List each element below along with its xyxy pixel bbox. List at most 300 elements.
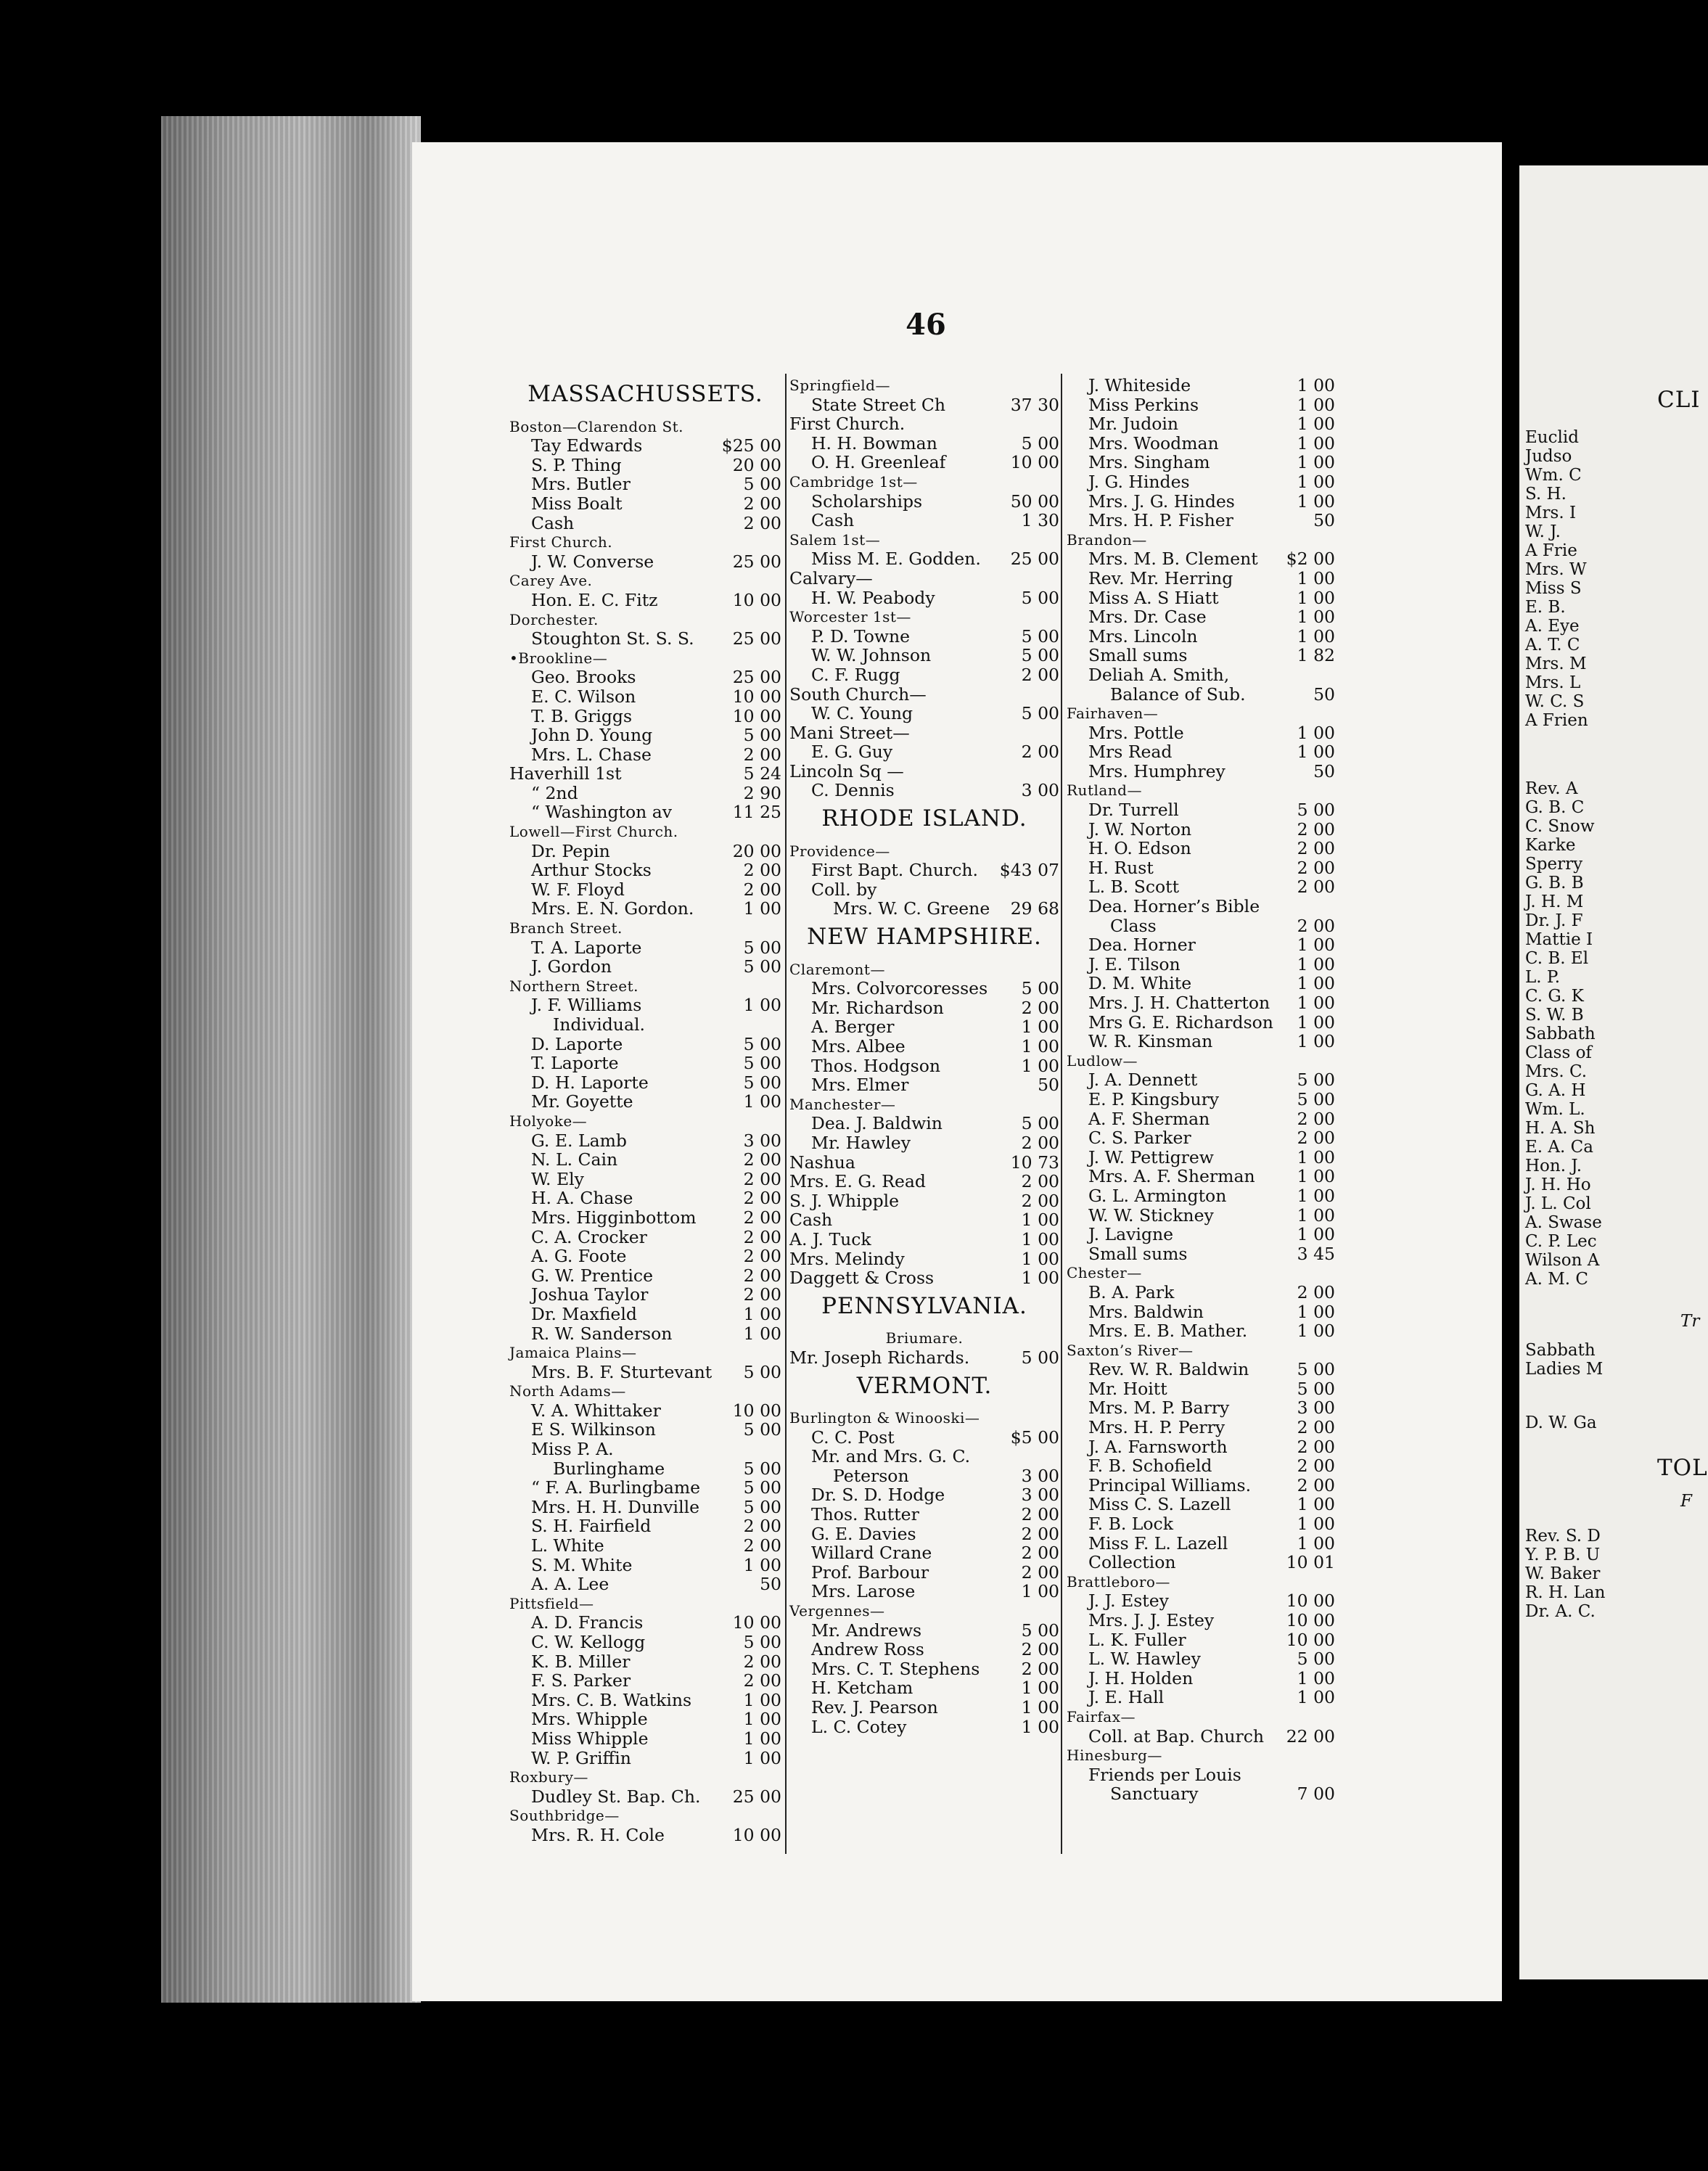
donor-name: Mrs. Humphrey: [1088, 760, 1225, 781]
amount: 5 24: [743, 763, 781, 784]
entry-row: [789, 511, 1059, 530]
donor-name: Miss Perkins: [1088, 394, 1199, 415]
donor-name: F. B. Lock: [1088, 1514, 1173, 1535]
donor-name: W. W. Johnson: [811, 645, 932, 666]
town-heading-row: [509, 1594, 781, 1614]
donor-name: Balance of Sub.: [1110, 684, 1246, 705]
donor-name: G. W. Prentice: [531, 1265, 653, 1286]
donor-name: J. F. Williams: [531, 995, 642, 1016]
next-page-line: Sperry: [1525, 855, 1583, 874]
donor-name: Mrs. E. N. Gordon.: [531, 898, 694, 919]
amount: 5 00: [1021, 587, 1059, 608]
amount: 1 00: [1021, 1248, 1059, 1269]
town-heading-row: [1067, 1572, 1335, 1592]
town-heading-row: [789, 1095, 1059, 1115]
entry-row: [789, 685, 1059, 705]
donor-name: O. H. Greenleaf: [811, 452, 946, 473]
amount: 2 00: [743, 1188, 781, 1209]
entry-row: [1067, 1611, 1335, 1630]
entry-row: [509, 1285, 781, 1305]
entry-row: [1067, 511, 1335, 530]
entry-row: [509, 1826, 781, 1845]
next-page-line: Y. P. B. U: [1525, 1546, 1601, 1564]
entry-row: [509, 1556, 781, 1575]
amount: 10 00: [1286, 1610, 1335, 1630]
amount: 2 00: [1021, 1639, 1059, 1660]
entry-row: [509, 707, 781, 726]
donor-name: A. G. Foote: [531, 1246, 627, 1267]
amount: 2 00: [1021, 1561, 1059, 1583]
entry-row: [509, 1787, 781, 1807]
entry-row: [509, 1324, 781, 1344]
entry-row: [509, 475, 781, 494]
next-page-line: Miss S: [1525, 579, 1582, 598]
town-heading-row: [509, 1768, 781, 1787]
donor-name: J. E. Hall: [1088, 1687, 1165, 1708]
donor-name: Mrs. Melindy: [789, 1248, 905, 1269]
amount: 5 00: [743, 1458, 781, 1479]
entry-row: [509, 957, 781, 977]
amount: 2 00: [743, 1149, 781, 1170]
entry-row: [1067, 1379, 1335, 1399]
donor-name: J. W. Converse: [531, 551, 654, 572]
entry-row: [509, 1440, 781, 1459]
donor-name: Mrs. A. F. Sherman: [1088, 1166, 1255, 1187]
amount: 2 00: [1021, 1171, 1059, 1192]
entry-row: [789, 1621, 1059, 1641]
town-heading: Carey Ave.: [509, 572, 593, 590]
donor-name: E. P. Kingsbury: [1088, 1088, 1220, 1109]
entry-row: [1067, 549, 1335, 569]
town-heading-row: [509, 1382, 781, 1401]
amount: 2 00: [1021, 1658, 1059, 1679]
town-heading-row: [1067, 1707, 1335, 1727]
entry-row: [789, 1447, 1059, 1466]
entry-row: [789, 1428, 1059, 1448]
amount: 2 00: [1297, 915, 1335, 936]
donor-name: Miss P. A.: [531, 1439, 614, 1460]
entry-row: [1067, 1784, 1335, 1804]
amount: 1 00: [1021, 1716, 1059, 1737]
donor-name: Andrew Ross: [811, 1639, 924, 1660]
amount: 1 00: [1297, 1494, 1335, 1515]
donor-name: G. L. Armington: [1088, 1185, 1227, 1206]
donor-name: Dr. Turrell: [1088, 800, 1179, 821]
amount: 1 00: [1021, 1697, 1059, 1717]
amount: 2 00: [1297, 1128, 1335, 1149]
donor-name: W. P. Griffin: [531, 1747, 631, 1768]
town-heading: Cambridge 1st—: [789, 472, 918, 491]
amount: 1 00: [743, 1728, 781, 1749]
donor-name: T. B. Griggs: [531, 705, 633, 726]
donor-name: Miss Boalt: [531, 493, 623, 514]
donor-name: Mrs. H. P. Fisher: [1088, 510, 1233, 531]
town-heading: Brandon—: [1067, 530, 1147, 549]
town-heading-row: [1067, 1263, 1335, 1283]
donor-name: Willard Crane: [811, 1543, 932, 1564]
book-page-edges: [161, 116, 421, 2003]
next-page: [1519, 165, 1708, 1979]
amount: 1 00: [1297, 414, 1335, 435]
amount: 3 00: [1021, 1465, 1059, 1486]
donor-name: J. Lavigne: [1088, 1224, 1174, 1245]
entry-row: [1067, 1070, 1335, 1090]
next-page-line: A. M. C: [1525, 1270, 1589, 1289]
entry-row: [1067, 414, 1335, 434]
entry-row: [1067, 916, 1335, 936]
amount: 50: [1038, 1075, 1059, 1096]
amount: 1 00: [743, 995, 781, 1016]
town-heading-row: [509, 1806, 781, 1826]
donor-name: Mrs. Higginbottom: [531, 1207, 697, 1228]
amount: 1 00: [743, 1709, 781, 1730]
town-heading: North Adams—: [509, 1382, 626, 1400]
amount: 1 00: [1297, 1031, 1335, 1052]
entry-row: [509, 1691, 781, 1710]
entry-row: [1067, 1167, 1335, 1186]
amount: 2 00: [1021, 1132, 1059, 1153]
entry-row: [789, 1249, 1059, 1269]
entry-row: [509, 1652, 781, 1672]
next-page-line: S. H.: [1525, 485, 1567, 504]
entry-row: [509, 1131, 781, 1151]
donor-name: Cash: [789, 1210, 833, 1231]
entry-row: [789, 979, 1059, 998]
town-heading: Roxbury—: [509, 1768, 588, 1786]
amount: 2 00: [1021, 1504, 1059, 1525]
entry-row: [1067, 395, 1335, 415]
donor-name: Rev. J. Pearson: [811, 1697, 938, 1717]
entry-row: [789, 1348, 1059, 1368]
amount: 2 00: [743, 512, 781, 533]
donor-name: Briumare.: [885, 1329, 964, 1347]
amount: 1 00: [1297, 432, 1335, 454]
entry-row: [509, 1613, 781, 1633]
entry-row: [789, 1466, 1059, 1486]
donor-name: Mrs. Larose: [811, 1581, 916, 1602]
entry-row: [789, 998, 1059, 1018]
town-heading: First Church.: [509, 533, 613, 551]
amount: 5 00: [1021, 1347, 1059, 1368]
town-heading-row: [789, 376, 1059, 395]
entry-row: [789, 453, 1059, 472]
amount: 25 00: [732, 1786, 781, 1807]
entry-row: [789, 1659, 1059, 1679]
entry-row: [509, 899, 781, 919]
state-heading: MASSACHUSSETS.: [527, 381, 763, 407]
amount: 5 00: [1297, 800, 1335, 821]
donor-name: S. H. Fairfield: [531, 1516, 652, 1537]
donor-name: G. E. Lamb: [531, 1130, 627, 1151]
town-heading: Southbridge—: [509, 1807, 620, 1825]
amount: 1 00: [1297, 375, 1335, 395]
town-heading: Worcester 1st—: [789, 608, 911, 626]
amount: 50: [1313, 684, 1335, 705]
next-page-line: Wilson A: [1525, 1251, 1600, 1270]
town-heading: Providence—: [789, 842, 890, 860]
entry-row: [1067, 1476, 1335, 1495]
donor-name: Miss M. E. Godden.: [811, 549, 981, 570]
entry-row: [1067, 1591, 1335, 1611]
entry-row: [1067, 974, 1335, 993]
column-1: [509, 376, 781, 1845]
donor-name: Stoughton St. S. S.: [531, 628, 694, 649]
entry-row: [1067, 1128, 1335, 1148]
entry-row: [789, 1037, 1059, 1056]
page-number: 46: [906, 308, 946, 342]
amount: 50: [760, 1574, 781, 1595]
donor-name: A. D. Francis: [531, 1612, 644, 1633]
entry-row: [1067, 1553, 1335, 1572]
donor-name: Mr. Andrews: [811, 1620, 922, 1641]
donor-name: B. A. Park: [1088, 1281, 1175, 1302]
entry-row: [1067, 1688, 1335, 1707]
amount: 1 00: [743, 1554, 781, 1575]
entry-row: [1067, 1186, 1335, 1206]
entry-row: [509, 1575, 781, 1594]
donor-name: Mrs. Dr. Case: [1088, 607, 1207, 628]
amount: 1 00: [1297, 1011, 1335, 1033]
town-heading: Ludlow—: [1067, 1051, 1138, 1070]
next-page-line: C. B. El: [1525, 949, 1589, 968]
town-heading-row: [509, 417, 781, 437]
next-page-line: Wm. L.: [1525, 1100, 1585, 1119]
entry-row: [789, 1153, 1059, 1173]
donor-name: Principal Williams.: [1088, 1474, 1252, 1495]
donor-name: E S. Wilkinson: [531, 1419, 656, 1440]
state-heading: RHODE ISLAND.: [821, 805, 1027, 832]
donor-name: Mr. Hoitt: [1088, 1378, 1167, 1399]
town-heading: Vergennes—: [789, 1602, 885, 1620]
entry-row: [509, 591, 781, 610]
amount: 1 00: [743, 1747, 781, 1768]
donor-name: Mrs Read: [1088, 742, 1173, 763]
entry-row: [509, 1633, 781, 1652]
amount: 1 00: [1297, 935, 1335, 956]
donor-name: L. C. Cotey: [811, 1716, 907, 1737]
next-page-line: S. W. B: [1525, 1006, 1584, 1025]
entry-row: [789, 665, 1059, 685]
amount: 5 00: [743, 1361, 781, 1382]
amount: 2 00: [743, 1168, 781, 1189]
amount: 2 00: [1297, 818, 1335, 840]
entry-row: [509, 1073, 781, 1093]
entry-row: [789, 1268, 1059, 1288]
amount: 1 00: [1021, 1268, 1059, 1289]
amount: 2 00: [1297, 1417, 1335, 1438]
entry-row: [1067, 492, 1335, 512]
amount: 10 00: [1286, 1629, 1335, 1650]
donor-name: Calvary—: [789, 567, 873, 588]
donor-name: Friends per Louis: [1088, 1764, 1241, 1785]
amount: 5 00: [1021, 703, 1059, 724]
donor-name: Class: [1110, 915, 1157, 936]
donor-name: Mrs. M. B. Clement: [1088, 549, 1258, 570]
entry-row: [1067, 1013, 1335, 1033]
entry-row: [509, 687, 781, 707]
entry-row: [509, 456, 781, 475]
amount: 2 00: [1021, 1543, 1059, 1564]
donor-name: Mrs. J. G. Hindes: [1088, 491, 1235, 512]
entry-row: [789, 704, 1059, 723]
donor-name: Miss C. S. Lazell: [1088, 1494, 1231, 1515]
amount: 5 00: [1021, 1113, 1059, 1134]
donor-name: Dr. S. D. Hodge: [811, 1485, 945, 1506]
entry-row: [1067, 1398, 1335, 1418]
amount: 50: [1313, 510, 1335, 531]
donor-name: Coll. at Bap. Church: [1088, 1725, 1265, 1747]
column-3: [1067, 376, 1335, 1804]
amount: 1 00: [743, 1689, 781, 1710]
town-heading: Boston—Clarendon St.: [509, 417, 684, 435]
next-page-line: A. Swase: [1525, 1213, 1602, 1232]
town-heading: •Brookline—: [509, 649, 608, 667]
entry-row: [1067, 569, 1335, 588]
entry-row: [789, 395, 1059, 415]
amount: 1 00: [1021, 1017, 1059, 1038]
donor-name: Mrs. Whipple: [531, 1709, 648, 1730]
next-page-line: Mrs. C.: [1525, 1062, 1588, 1081]
amount: 10 00: [732, 1400, 781, 1421]
amount: 2 00: [1297, 1281, 1335, 1302]
amount: 50 00: [1010, 491, 1059, 512]
donor-name: J. E. Tilson: [1088, 953, 1181, 974]
amount: 1 00: [1021, 1036, 1059, 1056]
entry-row: [509, 1170, 781, 1189]
amount: 1 00: [1297, 973, 1335, 994]
entry-row: [1067, 1649, 1335, 1669]
town-heading: Chester—: [1067, 1264, 1142, 1282]
entry-row: [1067, 1514, 1335, 1534]
amount: 25 00: [1010, 549, 1059, 570]
next-page-line: A Frien: [1525, 711, 1588, 730]
donor-name: J. H. Holden: [1088, 1667, 1194, 1688]
entry-row: [1067, 1534, 1335, 1554]
entry-row: [789, 1191, 1059, 1211]
amount: 1 00: [1021, 1210, 1059, 1231]
donor-name: Arthur Stocks: [531, 860, 652, 881]
town-heading-row: [509, 1343, 781, 1363]
donor-name: First Bapt. Church.: [811, 860, 978, 881]
donor-name: Mr. Richardson: [811, 997, 944, 1018]
entry-row: [1067, 1456, 1335, 1476]
entry-row: [789, 492, 1059, 512]
entry-row: [509, 1228, 781, 1247]
amount: 3 00: [1021, 1485, 1059, 1506]
donor-name: Mrs. J. J. Estey: [1088, 1610, 1215, 1630]
donor-name: W. Ely: [531, 1168, 584, 1189]
amount: 2 00: [1021, 1190, 1059, 1211]
donor-name: Lincoln Sq —: [789, 760, 904, 781]
amount: 2 00: [743, 1284, 781, 1305]
entry-row: [789, 880, 1059, 900]
donor-name: Miss F. L. Lazell: [1088, 1532, 1228, 1554]
amount: 1 00: [1297, 567, 1335, 588]
amount: 1 00: [1021, 1055, 1059, 1076]
donor-name: Mrs. Woodman: [1088, 432, 1219, 454]
donor-name: J. A. Farnsworth: [1088, 1436, 1228, 1457]
next-page-line: Mrs. M: [1525, 654, 1587, 673]
entry-row: [789, 1698, 1059, 1717]
town-heading: Dorchester.: [509, 610, 599, 628]
entry-row: [509, 726, 781, 745]
amount: 10 73: [1010, 1152, 1059, 1173]
donor-name: J. Whiteside: [1088, 375, 1191, 395]
donor-name: Burlinghame: [553, 1458, 665, 1479]
donor-name: J. Gordon: [531, 956, 612, 977]
donor-name: Individual.: [553, 1014, 645, 1035]
next-page-line: J. H. Ho: [1525, 1175, 1591, 1194]
amount: 5 00: [743, 1053, 781, 1074]
entry-row: [509, 1671, 781, 1691]
next-page-line: Euclid: [1525, 428, 1579, 447]
amount: 3 45: [1297, 1243, 1335, 1264]
amount: 1 00: [1297, 1224, 1335, 1245]
donor-name: State Street Ch: [811, 394, 945, 415]
entry-row: [509, 996, 781, 1015]
donor-name: Mrs. Butler: [531, 474, 631, 495]
amount: 2 00: [1297, 877, 1335, 898]
donor-name: Dea. Horner: [1088, 935, 1196, 956]
entry-row: [509, 745, 781, 765]
entry-row: [789, 1075, 1059, 1095]
amount: 5 00: [1297, 1359, 1335, 1380]
donor-name: E. G. Guy: [811, 742, 893, 763]
next-page-line: Mrs. I: [1525, 504, 1577, 522]
donor-name: R. W. Sanderson: [531, 1323, 673, 1344]
entry-row: [789, 1017, 1059, 1037]
amount: 50: [1313, 760, 1335, 781]
town-heading: Manchester—: [789, 1095, 896, 1113]
donor-name: W. F. Floyd: [531, 879, 625, 900]
entry-row: [789, 1543, 1059, 1563]
entry-row: [1067, 1765, 1335, 1785]
donor-name: Mrs. Lincoln: [1088, 625, 1198, 647]
next-page-line: C. P. Lec: [1525, 1232, 1597, 1251]
donor-name: Coll. by: [811, 879, 877, 900]
entry-row: [789, 1524, 1059, 1544]
next-page-line: Dr. J. F: [1525, 911, 1583, 930]
entry-row: [1067, 685, 1335, 705]
amount: 10 00: [732, 589, 781, 610]
entry-row: [1067, 1032, 1335, 1051]
entry-row: [789, 1582, 1059, 1601]
donor-name: Miss A. S Hiatt: [1088, 587, 1219, 608]
amount: 10 00: [1010, 452, 1059, 473]
donor-name: Geo. Brooks: [531, 667, 636, 688]
amount: 1 00: [743, 1091, 781, 1112]
amount: 1 00: [743, 1303, 781, 1324]
donor-name: Mrs. H. H. Dunville: [531, 1496, 700, 1517]
town-heading: Springfield—: [789, 377, 890, 394]
donor-name: Prof. Barbour: [811, 1561, 929, 1583]
amount: 5 00: [1021, 978, 1059, 999]
amount: 2 00: [743, 879, 781, 900]
amount: 1 00: [1297, 722, 1335, 743]
donor-name: Sanctuary: [1110, 1784, 1199, 1805]
next-page-line: J. L. Col: [1525, 1194, 1591, 1213]
donor-name: Thos. Rutter: [811, 1504, 919, 1525]
amount: 20 00: [732, 454, 781, 475]
next-page-line: Mattie I: [1525, 930, 1593, 949]
entry-row: [789, 1717, 1059, 1737]
donor-name: Collection: [1088, 1552, 1176, 1573]
town-heading: Branch Street.: [509, 919, 623, 937]
entry-row: [1067, 993, 1335, 1013]
entry-row: [509, 1015, 781, 1035]
entry-row: [1067, 1360, 1335, 1379]
entry-row: [789, 549, 1059, 569]
